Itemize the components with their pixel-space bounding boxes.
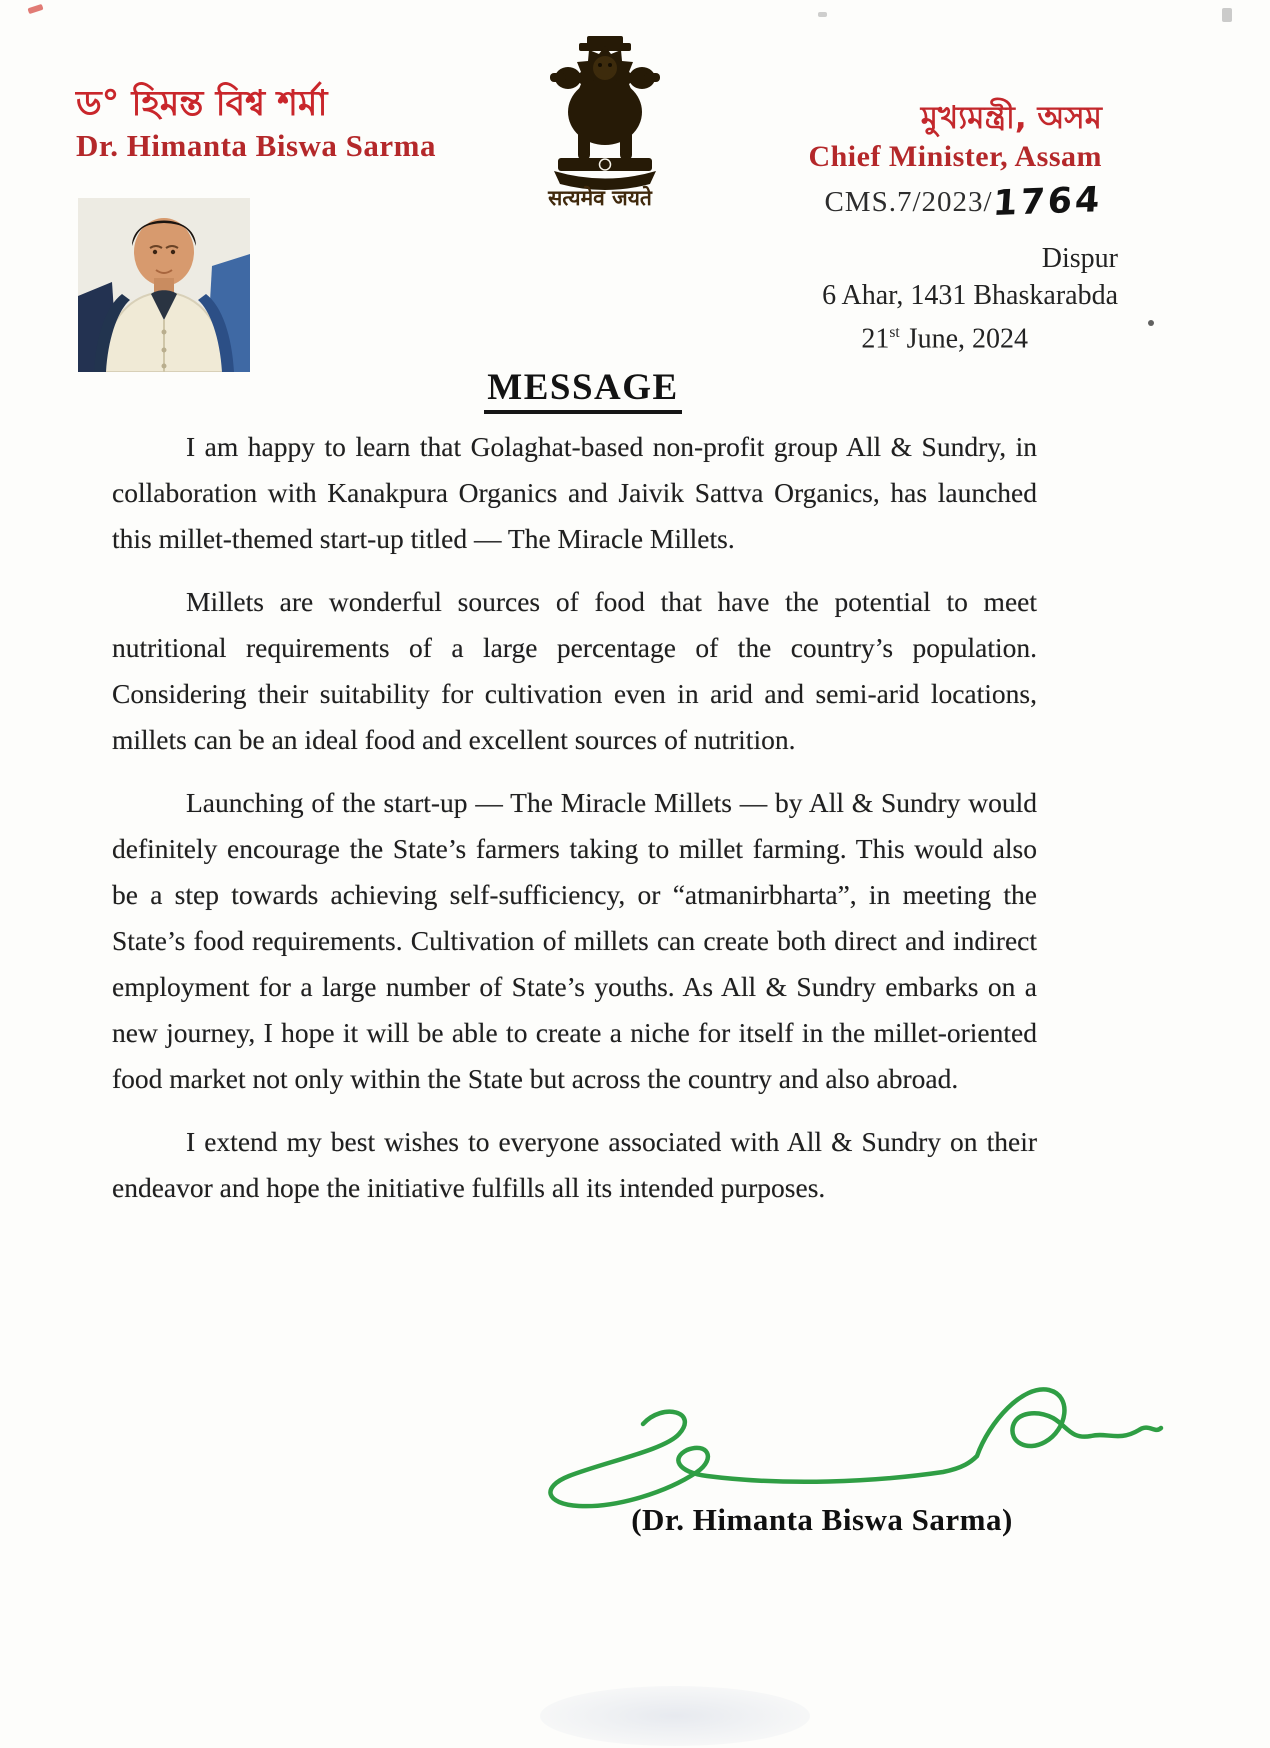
dateline-gregorian-date: 21st June, 2024 [861,323,1028,355]
paragraph-3: Launching of the start-up — The Miracle Millets — by All & Sundry would definitely encourage the State’s farmers taking to millet farming. This would also be a step towards achieving self-sufficiency, or “atmanirbharta”, in meeting the State’s food requirements. Cultivation of millets can create both direct and indirect employment for a large number of State’s youths. As All & Sundry embarks on a new journey, I hope it will be able to create a niche for itself in the millet-oriented food market not only within the State but across the country and also abroad. [112,787,1037,1094]
scan-speck [1148,320,1154,326]
emblem-of-india-icon [530,34,680,197]
sender-name-block [76,84,436,164]
reference-number-line [808,180,1104,225]
dateline-calendar-date: 6 Ahar, 1431 Bhaskarabda [822,280,1118,311]
cm-portrait-photo [78,198,250,372]
message-title-row [0,366,1270,414]
scan-speck [818,12,827,17]
signature-ink [545,1372,1165,1512]
signatory-name: (Dr. Himanta Biswa Sarma) [631,1502,1013,1537]
reference-number-handwritten: 1764 [991,180,1104,225]
emblem-motto: सत्यमेव जयते [548,186,652,210]
letter-body [112,424,1037,1228]
paragraph-2: Millets are wonderful sources of food that have the potential to meet nutritional requirements of a large percentage of the country’s population. Considering their suitability for cultivation even in arid and semi-arid locations, millets can be an ideal food and excellent sources of nutrition. [112,586,1037,755]
office-title-assamese: মুখ্যমন্ত্রী, অসম [920,100,1102,136]
sender-name-english: Dr. Himanta Biswa Sarma [76,128,436,164]
dateline-block [822,240,1118,357]
paragraph-1: I am happy to learn that Golaghat-based non-profit group All & Sundry, in collaboration with Kanakpura Organics and Jaivik Sattva Organics, has launched this millet-themed start-up titled — The Miracle Millets. [112,431,1037,554]
dateline-place: Dispur [1041,243,1118,274]
paragraph-4: I extend my best wishes to everyone associated with All & Sundry on their endeavor and hope the initiative fulfills all its intended purposes. [112,1126,1037,1203]
message-title: MESSAGE [484,366,681,414]
sender-name-assamese: ড° হিমন্ত বিশ্ব শর্মা [76,84,328,124]
office-title-block [808,100,1104,225]
reference-prefix: CMS.7/2023/ [824,186,993,219]
office-title-english: Chief Minister, Assam [808,140,1102,174]
scan-speck [27,4,43,14]
scan-smudge [540,1686,810,1746]
scan-speck [1222,8,1232,22]
